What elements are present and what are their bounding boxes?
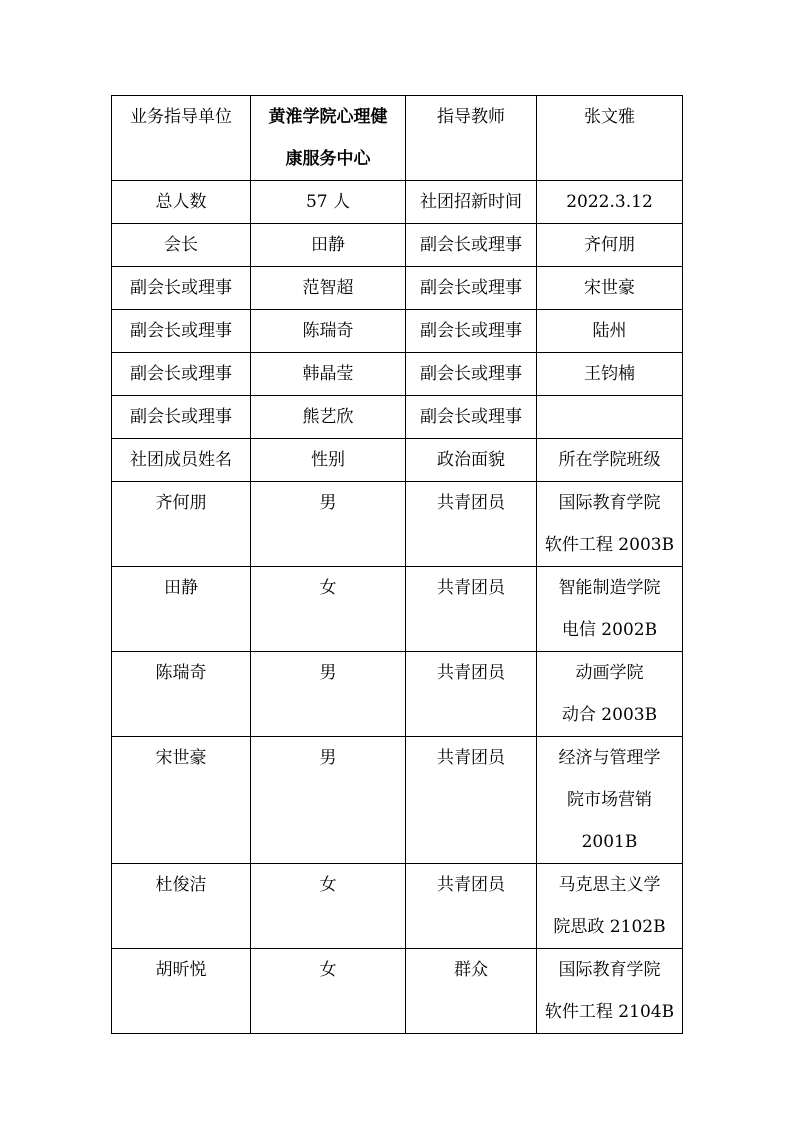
member-row	[112, 949, 683, 1034]
info-value-cell	[537, 96, 683, 181]
info-label-cell	[406, 96, 537, 181]
cell-text-line: 女	[319, 578, 337, 598]
member-college-cell	[537, 737, 683, 864]
cell-text-line: 电信 2002B	[561, 620, 658, 640]
cell-text-line: 杜俊洁	[155, 875, 207, 895]
cell-text-line: 共青团员	[437, 748, 505, 768]
column-header-politics	[406, 439, 537, 482]
member-row	[112, 482, 683, 567]
cell-text-line: 共青团员	[437, 875, 505, 895]
member-gender-cell	[251, 737, 406, 864]
info-value-cell	[537, 396, 683, 439]
member-gender-cell	[251, 949, 406, 1034]
info-label-cell	[406, 267, 537, 310]
member-politics-cell	[406, 567, 537, 652]
member-row	[112, 864, 683, 949]
cell-text-line: 副会长或理事	[420, 407, 522, 427]
cell-text-line: 国际教育学院	[558, 493, 661, 513]
info-value-cell	[251, 396, 406, 439]
cell-text-line: 马克思主义学	[558, 875, 661, 895]
cell-text-line: 业务指导单位	[130, 107, 232, 127]
cell-text-line	[539, 396, 680, 438]
info-row	[112, 267, 683, 310]
info-label-cell	[112, 396, 251, 439]
cell-text-line: 陈瑞奇	[155, 663, 207, 683]
cell-text-line: 共青团员	[437, 493, 505, 513]
cell-text-line: 社团成员姓名	[130, 450, 232, 470]
info-row	[112, 353, 683, 396]
cell-text-line: 男	[319, 748, 337, 768]
cell-text-line: 副会长或理事	[420, 235, 522, 255]
cell-text-line: 动合 2003B	[561, 705, 658, 725]
member-row	[112, 652, 683, 737]
cell-text-line: 智能制造学院	[558, 578, 661, 598]
cell-text-line: 女	[319, 960, 337, 980]
cell-text-line: 软件工程 2003B	[544, 535, 675, 555]
info-row	[112, 396, 683, 439]
member-gender-cell	[251, 482, 406, 567]
roster-body	[112, 96, 683, 1034]
info-value-cell	[251, 310, 406, 353]
member-name-cell	[112, 482, 251, 567]
cell-text-line: 2001B	[581, 832, 638, 852]
member-college-cell	[537, 567, 683, 652]
cell-text-line: 田静	[164, 578, 198, 598]
cell-text-line: 副会长或理事	[420, 278, 522, 298]
info-row	[112, 96, 683, 181]
info-row	[112, 310, 683, 353]
cell-text-line: 男	[319, 493, 337, 513]
info-value-cell	[251, 224, 406, 267]
member-politics-cell	[406, 652, 537, 737]
cell-text-line: 院思政 2102B	[553, 917, 666, 937]
cell-text-line: 男	[319, 663, 337, 683]
info-label-cell	[112, 96, 251, 181]
club-roster-table	[111, 95, 683, 1034]
info-row	[112, 181, 683, 224]
info-label-cell	[112, 267, 251, 310]
cell-text-line: 会长	[164, 235, 198, 255]
cell-text-line: 宋世豪	[155, 748, 207, 768]
cell-text-line: 院市场营销	[567, 790, 652, 810]
cell-text-line: 副会长或理事	[130, 407, 232, 427]
cell-text-line: 副会长或理事	[130, 364, 232, 384]
column-header-college	[537, 439, 683, 482]
cell-text-line: 女	[319, 875, 337, 895]
info-label-cell	[406, 310, 537, 353]
cell-text-line: 指导教师	[437, 107, 505, 127]
member-name-cell	[112, 652, 251, 737]
cell-text-line: 陈瑞奇	[302, 321, 354, 341]
member-college-cell	[537, 949, 683, 1034]
cell-text-line: 动画学院	[575, 663, 644, 683]
cell-text-line: 社团招新时间	[420, 192, 522, 212]
cell-text-line: 韩晶莹	[302, 364, 354, 384]
info-row	[112, 224, 683, 267]
member-gender-cell	[251, 864, 406, 949]
info-label-cell	[112, 310, 251, 353]
cell-text-line: 张文雅	[584, 107, 635, 127]
info-label-cell	[406, 181, 537, 224]
cell-text-line: 软件工程 2104B	[544, 1002, 675, 1022]
info-label-cell	[112, 224, 251, 267]
info-label-cell	[112, 353, 251, 396]
column-header-name	[112, 439, 251, 482]
member-politics-cell	[406, 864, 537, 949]
column-header-gender	[251, 439, 406, 482]
member-name-cell	[112, 567, 251, 652]
cell-text-line: 陆州	[592, 321, 627, 341]
info-label-cell	[406, 353, 537, 396]
member-college-cell	[537, 482, 683, 567]
cell-text-line: 共青团员	[437, 578, 505, 598]
info-value-cell	[251, 181, 406, 224]
member-gender-cell	[251, 567, 406, 652]
info-value-cell	[537, 181, 683, 224]
cell-text-line: 副会长或理事	[420, 364, 522, 384]
info-label-cell	[112, 181, 251, 224]
member-header-row	[112, 439, 683, 482]
cell-text-line: 政治面貌	[437, 450, 505, 470]
cell-text-line: 副会长或理事	[130, 321, 232, 341]
member-gender-cell	[251, 652, 406, 737]
member-politics-cell	[406, 482, 537, 567]
info-label-cell	[406, 224, 537, 267]
cell-text-line: 胡昕悦	[155, 960, 207, 980]
member-college-cell	[537, 652, 683, 737]
cell-text-line: 性别	[311, 450, 345, 470]
info-value-cell	[537, 224, 683, 267]
info-value-cell	[251, 96, 406, 181]
cell-text-line: 熊艺欣	[302, 407, 354, 427]
member-name-cell	[112, 949, 251, 1034]
cell-text-line: 康服务中心	[285, 149, 371, 169]
cell-text-line: 副会长或理事	[420, 321, 522, 341]
member-row	[112, 737, 683, 864]
member-politics-cell	[406, 737, 537, 864]
cell-text-line: 黄淮学院心理健	[268, 107, 388, 127]
info-label-cell	[406, 396, 537, 439]
info-value-cell	[251, 267, 406, 310]
member-name-cell	[112, 864, 251, 949]
info-value-cell	[537, 353, 683, 396]
cell-text-line: 齐何朋	[584, 235, 635, 255]
cell-text-line: 国际教育学院	[558, 960, 661, 980]
cell-text-line: 齐何朋	[155, 493, 207, 513]
cell-text-line: 范智超	[302, 278, 354, 298]
info-value-cell	[537, 267, 683, 310]
member-name-cell	[112, 737, 251, 864]
cell-text-line: 群众	[454, 960, 488, 980]
cell-text-line: 共青团员	[437, 663, 505, 683]
cell-text-line: 经济与管理学	[558, 748, 661, 768]
cell-text-line: 副会长或理事	[130, 278, 232, 298]
info-value-cell	[537, 310, 683, 353]
cell-text-line: 王钧楠	[584, 364, 635, 384]
member-row	[112, 567, 683, 652]
cell-text-line: 2022.3.12	[566, 192, 653, 212]
member-college-cell	[537, 864, 683, 949]
cell-text-line: 57 人	[305, 192, 351, 212]
cell-text-line: 所在学院班级	[558, 450, 661, 470]
cell-text-line: 田静	[311, 235, 345, 255]
cell-text-line: 宋世豪	[584, 278, 635, 298]
cell-text-line: 总人数	[155, 192, 207, 212]
member-politics-cell	[406, 949, 537, 1034]
info-value-cell	[251, 353, 406, 396]
